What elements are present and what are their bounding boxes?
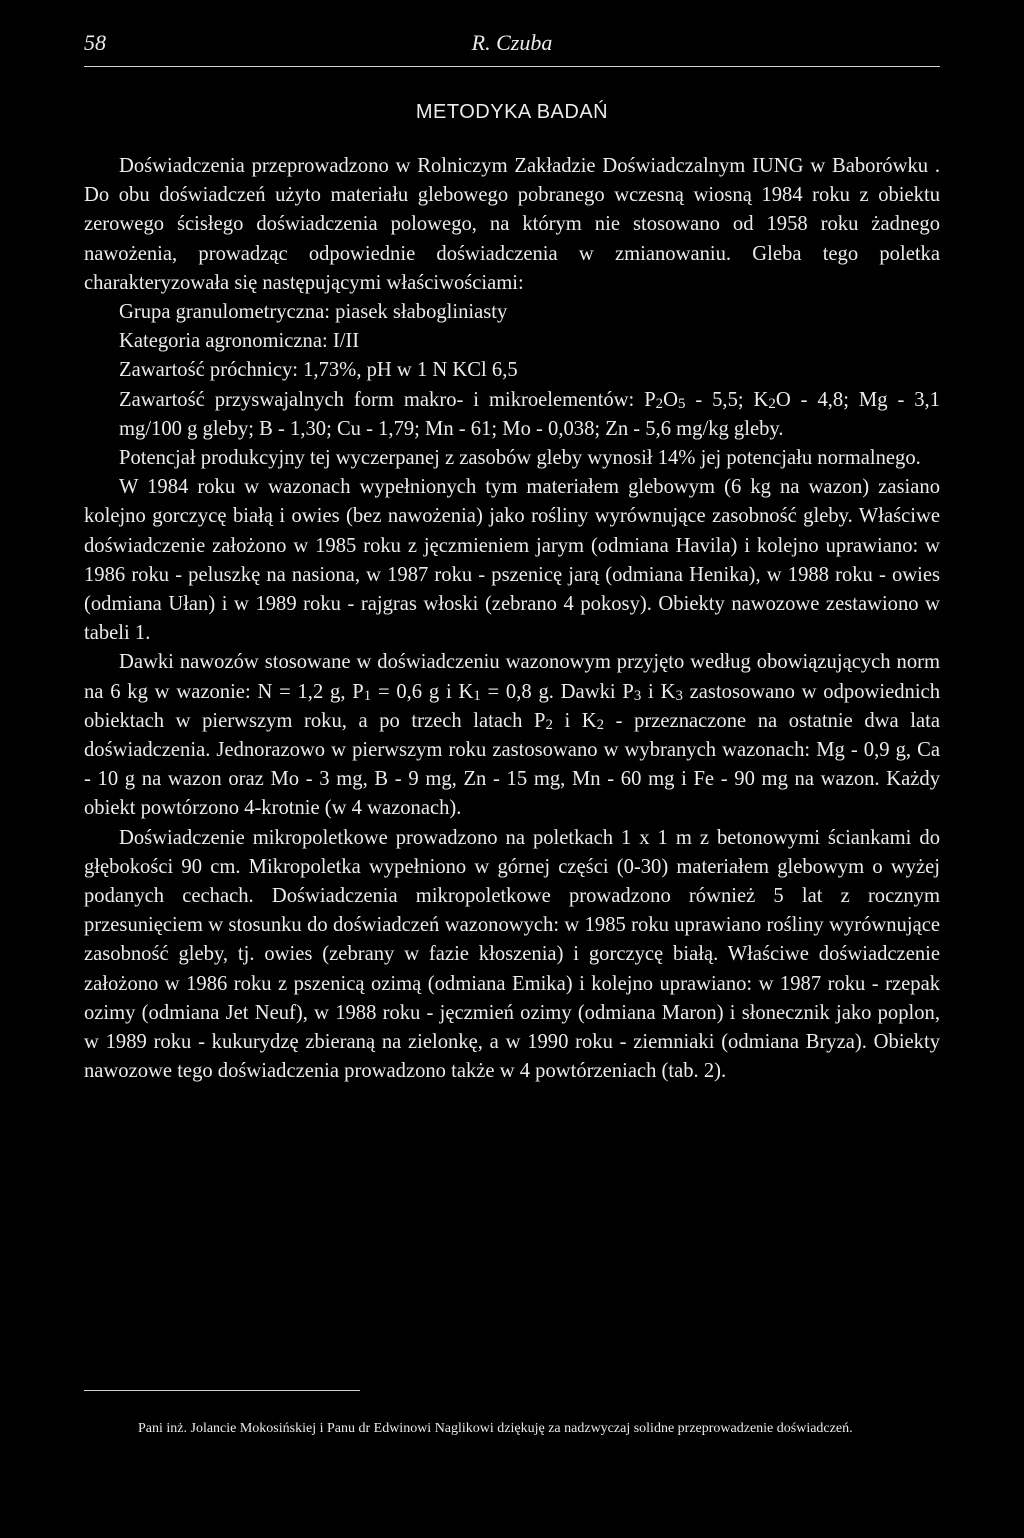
header-rule (84, 66, 940, 67)
footnote: Pani inż. Jolancie Mokosińskiej i Panu dr Edwinowi Naglikowi dziękuję za nadzwyczaj solidne przeprowadzenie doświadczeń. (138, 1421, 853, 1436)
page-number: 58 (84, 30, 106, 55)
body-text (84, 152, 940, 1087)
formula: $K_1$ (458, 680, 481, 704)
formula: $P_3$ (622, 680, 642, 704)
soil-property-texture: Grupa granulometryczna: piasek słabogliniasty (119, 301, 508, 324)
soil-property-nutrients: Zawartość przyswajalnych form makro- i mikroelementów: $P_2O_5 - 5,5$; $K_2O - 4,8$; Mg - 3,1 mg/100 g gleby; B - 1,30; Cu - 1,79; Mn - 61; Mo - 0,038; Zn - 5,6 mg/kg gleby. (119, 388, 940, 440)
footnote-rule (84, 1390, 360, 1391)
formula: $K_3$ (660, 680, 683, 704)
paragraph-microplot-experiment: Doświadczenie mikropoletkowe prowadzono na poletkach 1 x 1 m z betonowymi ściankami do głębokości 90 cm. Mikropoletka wypełniono w górnej części (0-30) materiałem glebowym o wyżej podanych cechach. Doświadczenia mikropoletkowe prowadzono również 5 lat z rocznym przesunięciem w stosunku do doświadczeń wazonowych: w 1985 roku uprawiano rośliny wyrównujące zasobność gleby, tj. owies (zebrany w fazie kłoszenia) i gorczycę białą. Właściwe doświadczenie założono w 1986 roku z pszenicą ozimą (odmiana Emika) i kolejno uprawiano: w 1987 roku - rzepak ozimy (odmiana Jet Neuf), w 1988 roku - jęczmień ozimy (odmiana Maron) i słonecznik jako poplon, w 1989 roku - kukurydzę zbieraną na zielonkę, a w 1990 roku - ziemniaki (odmiana Bryza). Obiekty nawozowe tego doświadczenia prowadzono także w 4 powtórzeniach (tab. 2). (84, 826, 940, 1083)
soil-property-humus: Zawartość próchnicy: 1,73%, pH w 1 N KCl 6,5 (119, 359, 518, 382)
paragraph-intro: Doświadczenia przeprowadzono w Rolniczym Zakładzie Doświadczalnym IUNG w Baborówku . Do obu doświadczeń użyto materiału glebowego pobranego wczesną wiosną 1984 roku z obiektu zerowego ścisłego doświadczenia polowego, na którym nie stosowano od 1958 roku żadnego nawożenia, prowadząc odpowiednie doświadczenia w zmianowaniu. Gleba tego poletka charakteryzowała się następującymi właściwościami: (84, 155, 940, 294)
running-head: R. Czuba (471, 30, 553, 55)
formula: $K_2$ (581, 709, 605, 734)
formula: $K_2O$ (753, 388, 791, 412)
section-title: METODYKA BADAŃ (415, 101, 609, 123)
formula: $P_1$ (352, 680, 372, 704)
page-header (84, 30, 940, 64)
paragraph-potential: Potencjał produkcyjny tej wyczerpanej z zasobów gleby wynosił 14% jej potencjału normalnego. (119, 447, 921, 470)
paragraph-fertilizer-doses: Dawki nawozów stosowane w doświadczeniu wazonowym przyjęto według obowiązujących norm na 6 kg w wazonie: N = 1,2 g, $P_1 = 0,6$ g i $K_1 = 0,8$ g. Dawki $P_3$ i $K_3$ zastosowano w odpowiednich obiektach w pierwszym roku, a po trzech latach $P_2$ i $K_2$ - przeznaczone na ostatnie dwa lata doświadczenia. Jednorazowo w pierwszym roku zastosowano w wybranych wazonach: Mg - 0,9 g, Ca - 10 g na wazon oraz Mo - 3 mg, B - 9 mg, Zn - 15 mg, Mn - 60 mg i Fe - 90 mg na wazon. Każdy obiekt powtórzono 4-krotnie (w 4 wazonach). (84, 651, 940, 820)
formula: $P_2O_5$ (644, 388, 686, 412)
paragraph-pot-experiment: W 1984 roku w wazonach wypełnionych tym materiałem glebowym (6 kg na wazon) zasiano kolejno gorczycę białą i owies (bez nawożenia) jako rośliny wyrównujące zasobność gleby. Właściwe doświadczenie założono w 1985 roku z jęczmieniem jarym (odmiana Havila) i kolejno uprawiano: w 1986 roku - peluszkę na nasiona, w 1987 roku - pszenicę jarą (odmiana Henika), w 1988 roku - owies (odmiana Ułan) i w 1989 roku - rajgras włoski (zebrano 4 pokosy). Obiekty nawozowe zestawiono w tabeli 1. (84, 476, 940, 645)
soil-property-category: Kategoria agronomiczna: I/II (119, 330, 360, 353)
formula: $P_2$ (534, 709, 553, 734)
